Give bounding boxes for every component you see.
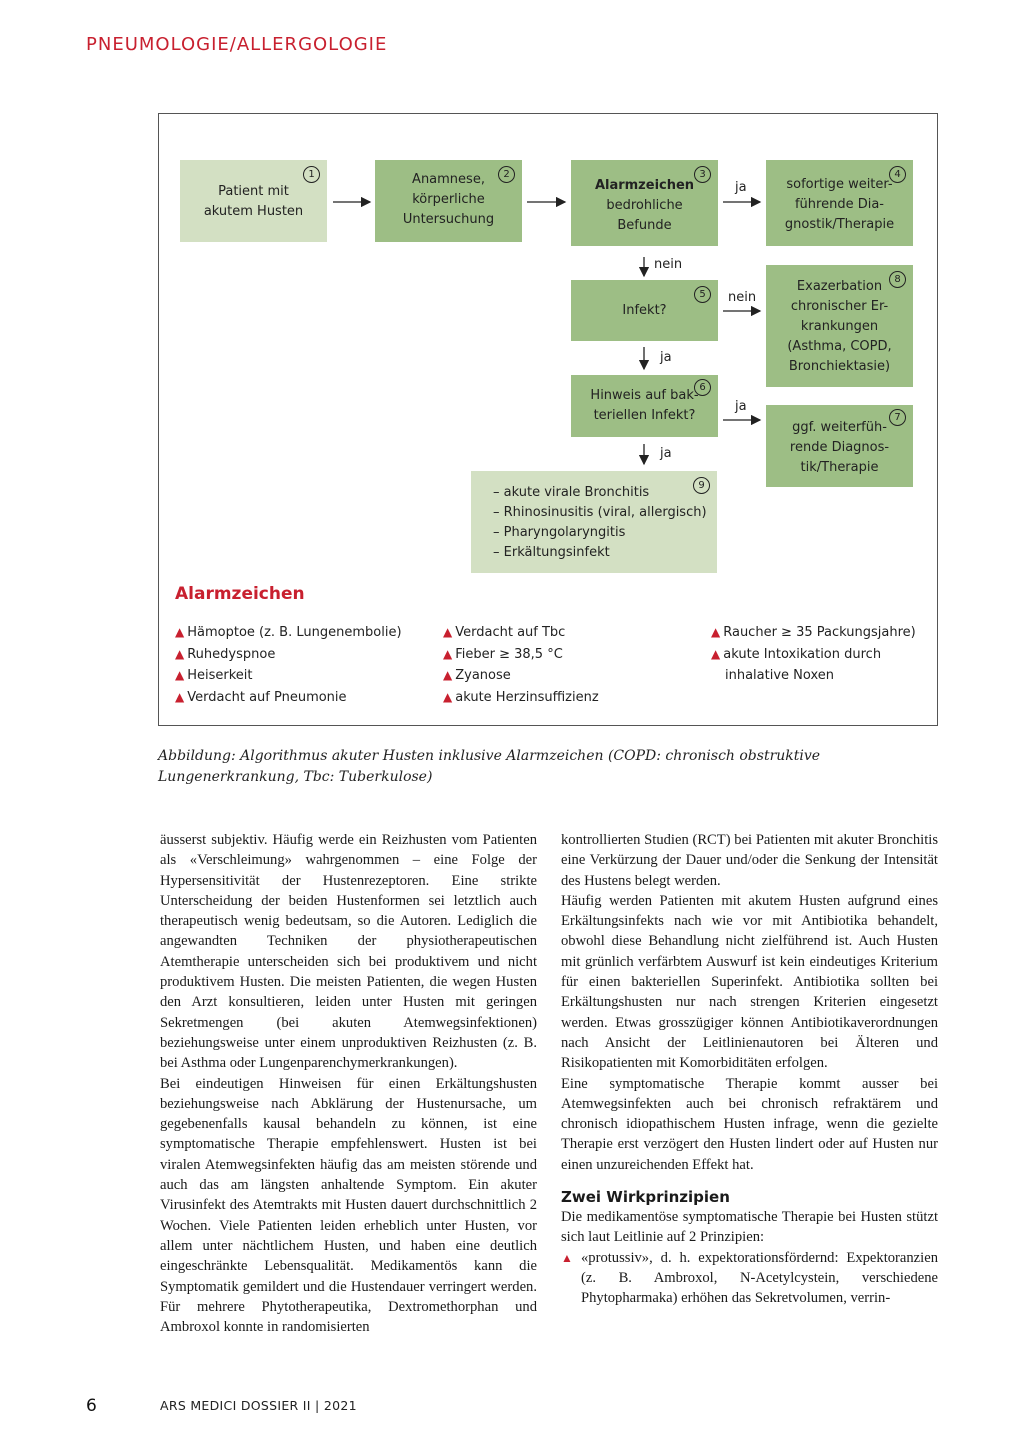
- text-column-right: [561, 830, 938, 1309]
- flow-box-5: 5 Infekt?: [571, 280, 718, 341]
- label-ja-6-7: ja: [735, 399, 747, 414]
- step-number-3: 3: [694, 166, 711, 183]
- paragraph: äusserst subjektiv. Häufig werde ein Reizhusten vom Patienten als «Verschleimung» wahrgenommen – eine Folge der Hypersensitivität der Hustenrezeptoren. Eine strikte Unterscheidung der beiden Hustenformen sei letztlich auch therapeutisch wenig bedeutsam, so die Autoren. Lediglich die angewandten Techniken der physiotherapeutischen Atemtherapie unterscheiden sich bei produktivem und nicht produktivem Husten. Die meisten Patienten, die wegen Husten den Arzt konsultieren, leiden unter Husten mit geringen Sekretmengen (bei akuten Atemwegsinfektionen) beziehungsweise unter einem unproduktiven Reizhusten (z. B. bei Asthma oder Lungenparenchymerkrankungen).: [160, 832, 537, 1072]
- paragraph: kontrollierten Studien (RCT) bei Patienten mit akuter Bronchitis eine Verkürzung der Dauer und/oder die Senkung der Intensität des Hustens belegt werden.: [561, 832, 938, 889]
- warning-triangle-icon: ▲: [711, 625, 721, 639]
- alarm-item: ▲ akute Herzinsuffizienz: [443, 689, 599, 705]
- flow-box-9: 9 – akute virale Bronchitis – Rhinosinusitis (viral, allergisch) – Pharyngolaryngitis – Erkältungsinfekt: [471, 471, 717, 573]
- alarm-item: ▲ Raucher ≥ 35 Packungsjahre): [711, 625, 916, 640]
- warning-triangle-icon: ▲: [443, 625, 453, 639]
- alarm-item: ▲ Fieber ≥ 38,5 °C: [443, 646, 563, 662]
- flow-box-2: 2 Anamnese, körperliche Untersuchung: [375, 160, 522, 242]
- alarm-item: ▲ Zyanose: [443, 668, 511, 683]
- warning-triangle-icon: ▲: [175, 625, 185, 639]
- flow-box-8: 8 Exazerbation chronischer Er- krankungen (Asthma, COPD, Bronchiektasie): [766, 265, 913, 387]
- text-column-left: [160, 830, 537, 1337]
- alarm-item: ▲ akute Intoxikation durch: [711, 646, 882, 662]
- paragraph: Häufig werden Patienten mit akutem Husten aufgrund eines Erkältungsinfekts nach wie vor mit Antibiotika behandelt, obwohl diese Behandlung nicht zielführend ist. Auch Husten mit grünlich verfärbtem Auswurf ist kein eindeutiges Kriterium für einen bakteriellen Superinfekt. Antibiotika sollten bei Erkältungshusten nur nach strengen Kriterien eingesetzt werden. Etwas grosszügiger können Antibiotikaverordnungen nach Ansicht der Leitlinienautoren bei Älteren und Risikopatienten mit Komorbiditäten erfolgen.: [561, 892, 938, 1072]
- alarm-item: ▲ Verdacht auf Tbc: [443, 625, 566, 640]
- paragraph: Eine symptomatische Therapie kommt ausser bei Atemwegsinfekten auch bei chronisch refraktärem und chronisch idiopathischem Husten infrage, wenn die gezielte Therapie erst verzögert den Husten lindert oder auf Husten nur einen unzureichenden Effekt hat.: [561, 1075, 938, 1173]
- flow-box-1: 1 Patient mit akutem Husten: [180, 160, 327, 242]
- label-nein-3-5: nein: [654, 257, 683, 272]
- flow-box-4: 4 sofortige weiter- führende Dia- gnostik/Therapie: [766, 160, 913, 246]
- alarm-item: inhalative Noxen: [725, 668, 834, 683]
- section-heading: Zwei Wirkprinzipien: [561, 1188, 730, 1207]
- figure-caption: Abbildung: Algorithmus akuter Husten inklusive Alarmzeichen (COPD: chronisch obstruktive Lungenerkrankung, Tbc: Tuberkulose): [158, 748, 821, 785]
- alarm-item: ▲ Verdacht auf Pneumonie: [175, 689, 347, 705]
- step-number-8: 8: [889, 271, 906, 288]
- alarm-list-1: [175, 622, 402, 708]
- warning-triangle-icon: ▲: [175, 689, 185, 704]
- alarm-item: ▲ Heiserkeit: [175, 668, 253, 683]
- label-ja-3-4: ja: [735, 180, 747, 195]
- warning-triangle-icon: ▲: [443, 668, 453, 682]
- paragraph: Die medikamentöse symptomatische Therapie bei Husten stützt sich laut Leitlinie auf 2 Prinzipien:: [561, 1209, 938, 1246]
- warning-triangle-icon: ▲: [175, 646, 185, 661]
- warning-triangle-icon: ▲: [711, 646, 721, 661]
- warning-triangle-icon: ▲: [175, 668, 185, 682]
- step-number-2: 2: [498, 166, 515, 183]
- step-number-1: 1: [303, 166, 320, 183]
- step-number-9: 9: [693, 477, 710, 494]
- warning-triangle-icon: ▲: [443, 646, 453, 661]
- label-nein-5-8: nein: [728, 290, 757, 305]
- label-ja-5-6: ja: [660, 350, 672, 365]
- section-header: PNEUMOLOGIE/ALLERGOLOGIE: [86, 34, 388, 55]
- flowchart-figure: [158, 113, 938, 726]
- bullet-item: ▲ «protussiv», d. h. expektorationsfördernd: Expektoranzien (z. B. Ambroxol, N-Acetylcystein, verschiedene Phytopharmaka) erhöhen das Sekretvolumen, verrin-: [561, 1249, 938, 1307]
- step-number-7: 7: [889, 409, 906, 426]
- journal-footer: ARS MEDICI DOSSIER II | 2021: [160, 1398, 357, 1413]
- label-ja-6-9: ja: [660, 446, 672, 461]
- warning-triangle-icon: ▲: [443, 689, 453, 704]
- flow-box-6: 6 Hinweis auf bak- teriellen Infekt?: [571, 375, 718, 437]
- page-number: 6: [86, 1396, 97, 1416]
- flow-box-7: 7 ggf. weiterfüh- rende Diagnos- tik/Therapie: [766, 405, 913, 487]
- alarm-item: ▲ Hämoptoe (z. B. Lungenembolie): [175, 625, 402, 640]
- alarm-list-3: [711, 622, 916, 687]
- alarm-item: ▲ Ruhedyspnoe: [175, 646, 276, 662]
- flow-box-3: 3 Alarmzeichen bedrohliche Befunde: [571, 160, 718, 246]
- alarm-heading: Alarmzeichen: [175, 584, 305, 604]
- step-number-5: 5: [694, 286, 711, 303]
- alarm-list-2: [443, 622, 599, 708]
- step-number-4: 4: [889, 166, 906, 183]
- warning-triangle-icon: ▲: [561, 1250, 573, 1265]
- step-number-6: 6: [694, 379, 711, 396]
- paragraph: Bei eindeutigen Hinweisen für einen Erkältungshusten beziehungsweise nach Abklärung der Hustenursache, um gegebenenfalls kausal behandeln zu können, ist eine symptomatische Therapie empfehlenswert. Husten ist bei viralen Atemwegsinfekten häufig das am meisten störende und auch das am längsten anhaltende Symptom. Ein akuter Virusinfekt des Atemtrakts mit Husten dauert durchschnittlich 2 Wochen. Viele Patienten leiden erheblich unter Husten, vor allem unter nächtlichem Husten, und haben eine deutlich eingeschränkte Lebensqualität. Medikamentös kann die Symptomatik gemildert und die Hustendauer verringert werden. Für mehrere Phytotherapeutika, Dextromethorphan und Ambroxol konnte in randomisierten: [160, 1075, 537, 1336]
